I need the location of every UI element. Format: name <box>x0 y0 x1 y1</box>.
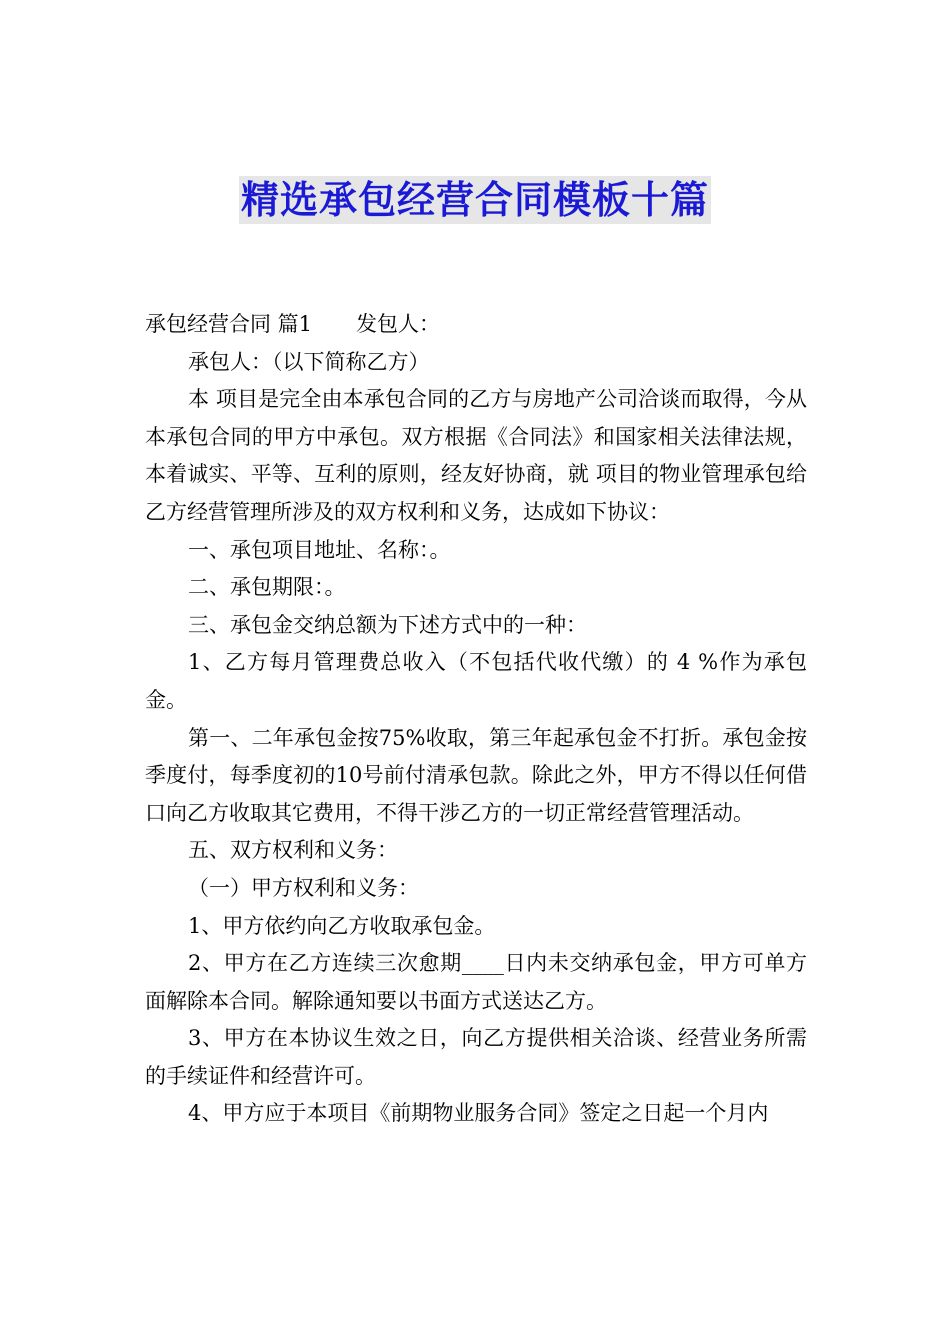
paragraph: 五、双方权利和义务： <box>188 838 398 863</box>
paragraph: 3、甲方在本协议生效之日，向乙方提供相关洽谈、经营业务所需的手续证件和经营许可。 <box>145 1026 807 1088</box>
paragraph: 1、乙方每月管理费总收入（不包括代收代缴）的 4 %作为承包金。 <box>145 650 807 712</box>
paragraph: （一）甲方权利和义务： <box>188 875 419 900</box>
document-title: 精选承包经营合同模板十篇 <box>240 178 709 222</box>
paragraph: 三、承包金交纳总额为下述方式中的一种： <box>188 612 587 637</box>
paragraph: 4、甲方应于本项目《前期物业服务合同》签定之日起一个月内 <box>188 1101 769 1126</box>
paragraph: 2、甲方在乙方连续三次愈期____日内未交纳承包金，甲方可单方面解除本合同。解除通知要以书面方式送达乙方。 <box>145 951 807 1013</box>
paragraph: 第一、二年承包金按75%收取，第三年起承包金不打折。承包金按季度付，每季度初的10号前付清承包款。除此之外，甲方不得以任何借口向乙方收取其它费用，不得干涉乙方的一切正常经营管理活动。 <box>145 725 807 825</box>
title-container <box>0 176 950 224</box>
contract-heading-line <box>145 306 807 344</box>
paragraph: 承包人：（以下简称乙方） <box>188 349 430 374</box>
paragraph: 二、承包期限：。 <box>188 575 346 600</box>
issuer-label: 发包人： <box>356 312 441 336</box>
contract-heading: 承包经营合同 篇1 <box>145 312 313 336</box>
paragraph: 一、承包项目地址、名称：。 <box>188 537 451 562</box>
document-body <box>145 306 807 1133</box>
paragraph: 1、甲方依约向乙方收取承包金。 <box>188 913 496 938</box>
paragraph: 本 项目是完全由本承包合同的乙方与房地产公司洽谈而取得，今从本承包合同的甲方中承包。双方根据《合同法》和国家相关法律法规，本着诚实、平等、互利的原则，经友好协商，就 项目的物业管理承包给乙方经营管理所涉及的双方权利和义务，达成如下协议： <box>145 387 807 524</box>
